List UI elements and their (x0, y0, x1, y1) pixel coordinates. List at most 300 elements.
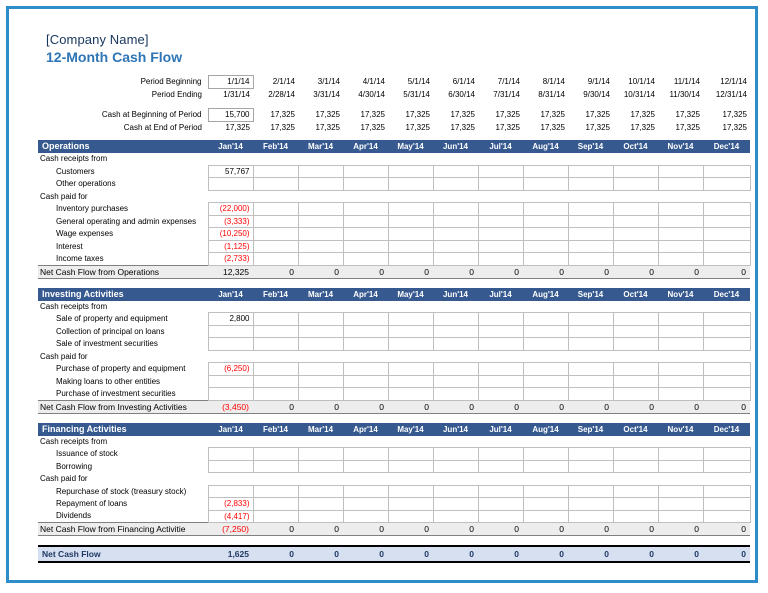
line-item-value-cell[interactable] (523, 253, 568, 266)
line-item-value-cell[interactable] (568, 165, 613, 178)
line-item-value-cell[interactable] (523, 313, 568, 326)
line-item-value-cell[interactable] (658, 498, 703, 511)
section-total-row (38, 523, 750, 536)
line-item-value-cell[interactable] (658, 375, 703, 388)
line-item-value-cell[interactable] (523, 215, 568, 228)
line-item-value-cell[interactable] (298, 485, 343, 498)
line-item-value-cell[interactable] (703, 338, 750, 351)
line-item-value-cell[interactable] (298, 363, 343, 376)
line-item-value-cell[interactable] (568, 253, 613, 266)
line-item-value-cell[interactable] (433, 228, 478, 241)
period-value-cell: 12/1/14 (720, 77, 747, 86)
line-item-value-cell[interactable] (433, 375, 478, 388)
line-item-value-cell[interactable] (478, 388, 523, 401)
line-item-value-cell[interactable] (703, 228, 750, 241)
line-item-value-cell[interactable] (613, 363, 658, 376)
line-item-value-cell[interactable]: 57,767 (208, 165, 253, 178)
line-item-value-cell[interactable] (703, 203, 750, 216)
line-item-value-cell[interactable] (433, 460, 478, 473)
group-blank-cell (298, 350, 343, 363)
group-label-row (38, 301, 750, 313)
month-header: Mar'14 (298, 288, 343, 301)
line-item-value-cell[interactable]: (10,250) (208, 228, 253, 241)
line-item-value-cell[interactable] (613, 228, 658, 241)
line-item-value-cell[interactable] (703, 178, 750, 191)
line-item-value-cell[interactable] (658, 485, 703, 498)
line-item-value-cell[interactable] (523, 240, 568, 253)
group-blank-cell (478, 153, 523, 165)
line-item-value-cell[interactable] (568, 363, 613, 376)
line-item-value-cell[interactable] (613, 338, 658, 351)
line-item-value-cell[interactable] (703, 498, 750, 511)
line-item-value-cell[interactable] (343, 325, 388, 338)
section-title: Operations (38, 140, 208, 153)
line-item-label: Sale of property and equipment (56, 314, 168, 323)
line-item-value-cell[interactable] (298, 313, 343, 326)
group-blank-cell (568, 350, 613, 363)
line-item-value-cell[interactable] (478, 203, 523, 216)
line-item-value-cell[interactable] (703, 165, 750, 178)
line-item-value-cell[interactable] (478, 215, 523, 228)
line-item-value-cell[interactable] (253, 485, 298, 498)
line-item-value-cell[interactable] (703, 313, 750, 326)
line-item-value-cell[interactable] (523, 363, 568, 376)
line-item-value-cell[interactable] (568, 325, 613, 338)
line-item-value-cell[interactable] (433, 485, 478, 498)
group-blank-cell (343, 301, 388, 313)
line-item-value-cell[interactable] (388, 388, 433, 401)
line-item-label: Collection of principal on loans (56, 326, 165, 336)
section-total-value: 0 (343, 400, 388, 413)
group-blank-cell (298, 436, 343, 448)
period-spacer-row (38, 101, 750, 109)
line-item-value-cell[interactable] (613, 240, 658, 253)
line-item-value-cell[interactable] (343, 485, 388, 498)
line-item-value-cell[interactable] (253, 325, 298, 338)
line-item-row (38, 228, 750, 241)
line-item-value-cell[interactable] (388, 228, 433, 241)
line-item-row (38, 253, 750, 266)
line-item-value-cell[interactable] (298, 178, 343, 191)
line-item-value-cell[interactable] (433, 363, 478, 376)
group-blank-cell (253, 153, 298, 165)
group-blank-cell (613, 473, 658, 486)
line-item-value-cell[interactable] (253, 215, 298, 228)
line-item-value-cell[interactable] (298, 498, 343, 511)
line-item-value-cell[interactable]: (22,000) (208, 203, 253, 216)
group-blank-cell (658, 473, 703, 486)
line-item-value-cell[interactable] (523, 485, 568, 498)
line-item-value-cell[interactable] (658, 338, 703, 351)
section-header-row (38, 140, 750, 153)
line-item-value-cell[interactable] (343, 510, 388, 523)
section-total-value: (7,250) (208, 523, 253, 536)
period-value-cell: 11/30/14 (669, 89, 700, 99)
line-item-value-cell[interactable] (253, 363, 298, 376)
group-blank-cell (298, 190, 343, 203)
line-item-value-cell[interactable] (208, 388, 253, 401)
line-item-label: Purchase of investment securities (56, 388, 176, 398)
section-total-value: 0 (613, 523, 658, 536)
line-item-value-cell[interactable] (523, 498, 568, 511)
line-item-value-cell[interactable] (478, 510, 523, 523)
line-item-value-cell[interactable] (298, 388, 343, 401)
line-item-value-cell[interactable] (523, 338, 568, 351)
line-item-row (38, 215, 750, 228)
group-blank-cell (253, 350, 298, 363)
line-item-value-cell[interactable] (523, 165, 568, 178)
period-value-cell: 5/31/14 (403, 89, 430, 99)
line-item-value-cell[interactable] (703, 240, 750, 253)
line-item-value-cell[interactable] (703, 253, 750, 266)
line-item-value-cell[interactable] (523, 448, 568, 461)
line-item-value-cell[interactable] (658, 253, 703, 266)
line-item-value-cell[interactable] (613, 460, 658, 473)
period-value-cell: 17,325 (405, 122, 430, 132)
group-blank-cell (388, 190, 433, 203)
section-total-row (38, 400, 750, 413)
line-item-value-cell[interactable] (613, 203, 658, 216)
line-item-value-cell[interactable] (523, 325, 568, 338)
line-item-value-cell[interactable] (343, 203, 388, 216)
line-item-value-cell[interactable] (658, 388, 703, 401)
line-item-value-cell[interactable] (433, 498, 478, 511)
line-item-value-cell[interactable] (343, 253, 388, 266)
section-total-value: 0 (613, 265, 658, 278)
period-value-cell: 17,325 (495, 110, 520, 119)
line-item-value-cell[interactable] (343, 165, 388, 178)
line-item-value-cell[interactable] (703, 485, 750, 498)
line-item-value-cell[interactable] (523, 203, 568, 216)
month-header: Aug'14 (523, 423, 568, 436)
line-item-value-cell[interactable] (478, 375, 523, 388)
group-blank-cell (478, 190, 523, 203)
period-value-cell[interactable]: 15,700 (208, 109, 253, 122)
line-item-value-cell[interactable] (478, 165, 523, 178)
line-item-value-cell[interactable] (253, 460, 298, 473)
line-item-value-cell[interactable] (253, 388, 298, 401)
line-item-value-cell[interactable]: (6,250) (208, 363, 253, 376)
line-item-row (38, 460, 750, 473)
section-total-value: 0 (523, 265, 568, 278)
line-item-value-cell[interactable] (388, 338, 433, 351)
line-item-value-cell[interactable] (343, 178, 388, 191)
group-blank-cell (298, 473, 343, 486)
line-item-value-cell[interactable] (433, 313, 478, 326)
line-item-value-cell[interactable] (388, 253, 433, 266)
line-item-row (38, 510, 750, 523)
line-item-value-cell[interactable] (658, 460, 703, 473)
line-item-value-cell[interactable] (478, 448, 523, 461)
line-item-value-cell[interactable] (208, 325, 253, 338)
line-item-value-cell[interactable] (703, 448, 750, 461)
line-item-value-cell[interactable] (703, 460, 750, 473)
line-item-value-cell[interactable] (613, 165, 658, 178)
line-item-value-cell[interactable] (568, 448, 613, 461)
line-item-value-cell[interactable] (568, 313, 613, 326)
month-header: Oct'14 (613, 288, 658, 301)
period-value-cell: 11/1/14 (673, 77, 700, 86)
line-item-value-cell[interactable] (523, 228, 568, 241)
line-item-row (38, 448, 750, 461)
line-item-value-cell[interactable] (613, 325, 658, 338)
line-item-value-cell[interactable] (298, 240, 343, 253)
line-item-value-cell[interactable] (658, 203, 703, 216)
section-total-value: 0 (388, 265, 433, 278)
line-item-value-cell[interactable] (208, 178, 253, 191)
period-value-cell[interactable]: 1/1/14 (208, 76, 253, 89)
line-item-value-cell[interactable] (253, 253, 298, 266)
section-title: Financing Activities (38, 423, 208, 436)
line-item-value-cell[interactable]: (1,125) (208, 240, 253, 253)
line-item-value-cell[interactable] (613, 178, 658, 191)
line-item-value-cell[interactable] (478, 325, 523, 338)
line-item-value-cell[interactable] (433, 510, 478, 523)
line-item-value-cell[interactable] (388, 215, 433, 228)
line-item-value-cell[interactable] (658, 240, 703, 253)
line-item-value-cell[interactable] (298, 165, 343, 178)
line-item-label: Customers (56, 166, 95, 176)
line-item-value-cell[interactable] (388, 325, 433, 338)
line-item-value-cell[interactable] (343, 375, 388, 388)
line-item-value-cell[interactable] (433, 388, 478, 401)
line-item-value-cell[interactable] (343, 498, 388, 511)
period-row (38, 109, 750, 122)
line-item-value-cell[interactable] (658, 363, 703, 376)
gap-cell (38, 413, 750, 423)
line-item-value-cell[interactable] (253, 498, 298, 511)
period-value-cell: 9/1/14 (587, 77, 610, 86)
group-blank-cell (298, 153, 343, 165)
line-item-value-cell[interactable] (523, 178, 568, 191)
line-item-value-cell[interactable] (703, 375, 750, 388)
line-item-value-cell[interactable] (478, 313, 523, 326)
group-label: Cash paid for (40, 191, 88, 201)
line-item-value-cell[interactable] (568, 460, 613, 473)
line-item-value-cell[interactable] (343, 240, 388, 253)
month-header: Nov'14 (658, 140, 703, 153)
line-item-value-cell[interactable] (253, 313, 298, 326)
line-item-value-cell[interactable] (343, 338, 388, 351)
line-item-value-cell[interactable] (613, 448, 658, 461)
line-item-value-cell[interactable] (433, 448, 478, 461)
line-item-value-cell[interactable] (433, 240, 478, 253)
line-item-value-cell[interactable] (568, 178, 613, 191)
line-item-value-cell[interactable] (613, 388, 658, 401)
line-item-value-cell[interactable] (253, 240, 298, 253)
line-item-value-cell[interactable] (658, 325, 703, 338)
line-item-value-cell[interactable] (388, 485, 433, 498)
group-blank-cell (523, 190, 568, 203)
line-item-value-cell[interactable] (388, 498, 433, 511)
line-item-value-cell[interactable] (388, 363, 433, 376)
line-item-value-cell[interactable] (703, 388, 750, 401)
line-item-value-cell[interactable] (703, 363, 750, 376)
group-blank-cell (208, 473, 253, 486)
line-item-value-cell[interactable]: (2,733) (208, 253, 253, 266)
line-item-label: Making loans to other entities (56, 376, 161, 386)
line-item-value-cell[interactable] (478, 485, 523, 498)
line-item-value-cell[interactable] (388, 203, 433, 216)
line-item-value-cell[interactable] (253, 510, 298, 523)
section-total-value: 0 (298, 523, 343, 536)
line-item-value-cell[interactable] (253, 375, 298, 388)
line-item-value-cell[interactable] (298, 460, 343, 473)
line-item-value-cell[interactable] (343, 215, 388, 228)
line-item-value-cell[interactable] (523, 375, 568, 388)
line-item-value-cell[interactable] (298, 325, 343, 338)
line-item-value-cell[interactable] (658, 165, 703, 178)
group-label-row (38, 190, 750, 203)
line-item-value-cell[interactable] (478, 178, 523, 191)
line-item-value-cell[interactable] (253, 178, 298, 191)
line-item-value-cell[interactable] (208, 338, 253, 351)
section-total-value: 0 (568, 265, 613, 278)
line-item-value-cell[interactable] (388, 375, 433, 388)
line-item-value-cell[interactable] (658, 228, 703, 241)
line-item-value-cell[interactable] (298, 253, 343, 266)
gap-cell (38, 536, 750, 547)
month-header: May'14 (388, 140, 433, 153)
line-item-value-cell[interactable] (388, 448, 433, 461)
line-item-value-cell[interactable] (343, 363, 388, 376)
line-item-value-cell[interactable] (478, 240, 523, 253)
line-item-value-cell[interactable] (613, 510, 658, 523)
line-item-value-cell[interactable] (253, 165, 298, 178)
line-item-label: Interest (56, 241, 83, 251)
line-item-value-cell[interactable] (388, 240, 433, 253)
line-item-value-cell[interactable] (298, 215, 343, 228)
line-item-value-cell[interactable] (568, 375, 613, 388)
line-item-value-cell[interactable] (568, 498, 613, 511)
line-item-value-cell[interactable] (568, 228, 613, 241)
group-blank-cell (613, 350, 658, 363)
line-item-value-cell[interactable] (613, 498, 658, 511)
net-cash-flow-value: 0 (298, 546, 343, 562)
section-total-value: 0 (253, 400, 298, 413)
section-total-label: Net Cash Flow from Financing Activitie (38, 523, 208, 536)
line-item-value-cell[interactable] (208, 448, 253, 461)
line-item-value-cell[interactable] (343, 388, 388, 401)
line-item-value-cell[interactable] (298, 338, 343, 351)
line-item-value-cell[interactable] (478, 338, 523, 351)
month-header: Jan'14 (208, 288, 253, 301)
line-item-value-cell[interactable] (568, 485, 613, 498)
line-item-value-cell[interactable] (388, 313, 433, 326)
line-item-value-cell[interactable] (343, 228, 388, 241)
line-item-value-cell[interactable]: (3,333) (208, 215, 253, 228)
line-item-value-cell[interactable] (388, 510, 433, 523)
line-item-value-cell[interactable] (433, 338, 478, 351)
line-item-value-cell[interactable] (703, 215, 750, 228)
line-item-value-cell[interactable] (568, 510, 613, 523)
group-blank-cell (703, 153, 750, 165)
line-item-value-cell[interactable] (343, 460, 388, 473)
line-item-value-cell[interactable] (388, 460, 433, 473)
group-blank-cell (703, 301, 750, 313)
line-item-value-cell[interactable] (433, 178, 478, 191)
line-item-value-cell[interactable] (568, 338, 613, 351)
line-item-value-cell[interactable]: (2,833) (208, 498, 253, 511)
section-gap-row (38, 278, 750, 288)
line-item-value-cell[interactable] (253, 228, 298, 241)
line-item-value-cell[interactable] (658, 215, 703, 228)
line-item-value-cell[interactable] (208, 375, 253, 388)
line-item-value-cell[interactable] (478, 460, 523, 473)
line-item-value-cell[interactable] (433, 165, 478, 178)
line-item-value-cell[interactable] (343, 448, 388, 461)
line-item-value-cell[interactable] (613, 375, 658, 388)
period-summary-table (38, 75, 750, 134)
section-total-value: 0 (658, 265, 703, 278)
line-item-value-cell[interactable] (343, 313, 388, 326)
line-item-value-cell[interactable] (523, 388, 568, 401)
line-item-value-cell[interactable]: (4,417) (208, 510, 253, 523)
line-item-value-cell[interactable] (433, 203, 478, 216)
line-item-value-cell[interactable] (703, 325, 750, 338)
line-item-value-cell[interactable] (253, 203, 298, 216)
line-item-value-cell[interactable] (298, 228, 343, 241)
line-item-value-cell[interactable] (298, 203, 343, 216)
line-item-row (38, 240, 750, 253)
line-item-value-cell[interactable] (613, 253, 658, 266)
line-item-value-cell[interactable] (658, 313, 703, 326)
line-item-value-cell[interactable] (208, 460, 253, 473)
line-item-value-cell[interactable] (298, 448, 343, 461)
line-item-value-cell[interactable] (523, 460, 568, 473)
group-blank-cell (208, 153, 253, 165)
line-item-value-cell[interactable] (568, 388, 613, 401)
line-item-value-cell[interactable] (658, 510, 703, 523)
line-item-value-cell[interactable] (208, 485, 253, 498)
line-item-value-cell[interactable] (478, 498, 523, 511)
line-item-value-cell[interactable] (613, 485, 658, 498)
line-item-value-cell[interactable] (253, 338, 298, 351)
period-value-cell: 3/31/14 (313, 89, 340, 99)
line-item-value-cell[interactable] (568, 215, 613, 228)
line-item-value-cell[interactable] (568, 203, 613, 216)
line-item-value-cell[interactable] (433, 325, 478, 338)
month-header: Feb'14 (253, 288, 298, 301)
line-item-value-cell[interactable] (523, 510, 568, 523)
line-item-value-cell[interactable] (613, 313, 658, 326)
line-item-value-cell[interactable] (478, 363, 523, 376)
line-item-value-cell[interactable] (433, 253, 478, 266)
line-item-value-cell[interactable] (613, 215, 658, 228)
period-value-cell: 17,325 (270, 122, 295, 132)
line-item-value-cell[interactable] (568, 240, 613, 253)
net-cash-flow-row (38, 546, 750, 562)
line-item-value-cell[interactable] (478, 253, 523, 266)
line-item-value-cell[interactable] (703, 510, 750, 523)
line-item-value-cell[interactable]: 2,800 (208, 313, 253, 326)
line-item-value-cell[interactable] (253, 448, 298, 461)
line-item-value-cell[interactable] (388, 165, 433, 178)
line-item-row (38, 498, 750, 511)
group-blank-cell (388, 301, 433, 313)
line-item-value-cell[interactable] (298, 510, 343, 523)
line-item-value-cell[interactable] (433, 215, 478, 228)
line-item-value-cell[interactable] (658, 178, 703, 191)
line-item-value-cell[interactable] (388, 178, 433, 191)
group-blank-cell (568, 190, 613, 203)
section-total-value: 0 (433, 400, 478, 413)
line-item-label: Borrowing (56, 461, 93, 471)
line-item-value-cell[interactable] (478, 228, 523, 241)
line-item-value-cell[interactable] (298, 375, 343, 388)
line-item-row (38, 485, 750, 498)
line-item-value-cell[interactable] (658, 448, 703, 461)
